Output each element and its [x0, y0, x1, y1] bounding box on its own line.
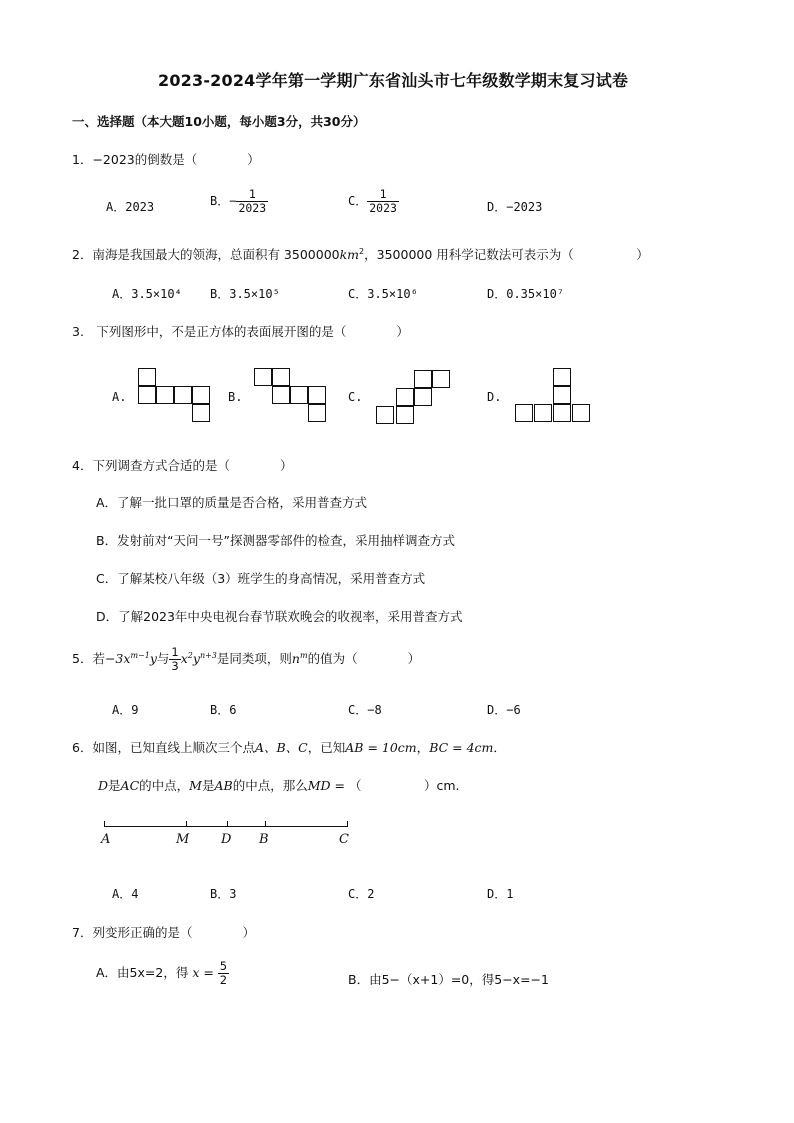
- q6-bc: BC = 4cm: [429, 740, 494, 755]
- tick-a: [104, 821, 105, 827]
- label-b: B: [259, 832, 269, 847]
- question-3-option-c: C.: [348, 390, 363, 404]
- question-3-option-b: B.: [228, 390, 243, 404]
- label-m: M: [176, 832, 190, 847]
- tick-b: [265, 821, 266, 827]
- question-5-option-a: A．9: [112, 703, 139, 717]
- question-2-option-d: D．0.35×10⁷: [487, 287, 565, 301]
- page-title: 2023-2024学年第一学期广东省汕头市七年级数学期末复习试卷: [158, 71, 629, 90]
- question-7-option-a: [96, 960, 229, 987]
- question-5-option-b: B．6: [210, 703, 237, 717]
- question-6-stem-line2: [98, 776, 460, 794]
- section-heading: 一、选择题（本大题10小题，每小题3分，共30分）: [72, 114, 366, 129]
- question-4-option-a: A．了解一批口罩的质量是否合格，采用普查方式: [96, 495, 368, 510]
- q6-l2end: = （ ）cm.: [330, 778, 460, 793]
- option-c-denominator: 2023: [369, 201, 397, 215]
- question-2-option-b: B．3.5×10⁵: [210, 287, 280, 301]
- q6-d: D: [98, 778, 109, 793]
- question-3-option-d: D.: [487, 390, 502, 404]
- q5-term2-yexp: n+3: [199, 650, 217, 660]
- question-7-option-b: B．由5−（x+1）=0，得5−x=−1: [348, 972, 549, 987]
- question-6-option-a: A．4: [112, 887, 139, 901]
- q5-stem-pre: 5．若: [72, 651, 105, 666]
- q5-term1-y: y: [149, 651, 157, 666]
- q5-frac-num: 1: [171, 645, 179, 659]
- q6-l2b: 的中点，: [139, 778, 190, 793]
- question-1-option-b: [210, 188, 268, 215]
- option-c-prefix: C．: [348, 194, 368, 208]
- q7-a-den: 2: [219, 973, 228, 987]
- question-2-option-a: A．3.5×10⁴: [112, 287, 182, 301]
- q6-line1-mid: ，已知: [307, 740, 346, 755]
- q5-stem-end: 的值为（ ）: [307, 651, 421, 666]
- tick-c: [347, 821, 348, 827]
- question-1-stem: 1．−2023的倒数是（ ）: [72, 152, 260, 167]
- question-1-option-a: A．2023: [106, 200, 155, 214]
- q6-md: MD: [307, 778, 331, 793]
- question-4-option-c: C．了解某校八年级（3）班学生的身高情况，采用普查方式: [96, 571, 426, 586]
- q6-points: A、B、C: [254, 740, 308, 755]
- question-6-option-b: B．3: [210, 887, 237, 901]
- q6-m: M: [189, 778, 202, 793]
- q2-unit: km: [339, 247, 360, 262]
- question-6-option-d: D．1: [487, 887, 514, 901]
- label-a: A: [101, 832, 111, 847]
- q5-mid: 与: [156, 651, 170, 666]
- option-b-prefix: B．−: [210, 194, 237, 208]
- q6-line1-end: ．: [493, 740, 506, 755]
- question-4-option-b: B．发射前对“天问一号”探测器零部件的检查，采用抽样调查方式: [96, 533, 456, 548]
- q6-l2d: 的中点，那么: [232, 778, 308, 793]
- q7-a-pre: A．由5x=2，得: [96, 965, 189, 980]
- q5-nm: n: [291, 651, 300, 666]
- q6-l2c: 是: [201, 778, 215, 793]
- q7-a-x: x =: [192, 965, 214, 980]
- question-4-stem: 4．下列调查方式合适的是（ ）: [72, 458, 293, 473]
- question-6-option-c: C．2: [348, 887, 375, 901]
- q2-stem-post: ，3500000 用科学记数法可表示为（ ）: [364, 247, 649, 262]
- q5-term2-exp: 2: [187, 650, 193, 660]
- q5-term1-exp: m−1: [130, 650, 150, 660]
- q6-ab: AB = 10cm: [345, 740, 417, 755]
- tick-m: [186, 821, 187, 827]
- q5-term2: x: [180, 651, 188, 666]
- tick-d: [227, 821, 228, 827]
- q5-term2-y: y: [192, 651, 200, 666]
- q6-l2a: 是: [108, 778, 121, 793]
- option-b-numerator: 1: [248, 187, 256, 201]
- q5-term1: −3x: [104, 651, 131, 666]
- question-2-stem: [72, 245, 649, 263]
- option-b-denominator: 2023: [238, 201, 267, 215]
- question-5-option-d: D．−6: [487, 703, 521, 717]
- q5-nm-exp: m: [299, 650, 308, 660]
- question-3-stem: 3. 下列图形中，不是正方体的表面展开图的是（ ）: [72, 324, 409, 339]
- question-5-option-c: C．−8: [348, 703, 382, 717]
- q5-stem-post: 是同类项，则: [216, 651, 292, 666]
- question-6-stem-line1: [72, 738, 506, 756]
- question-1-option-c: [348, 188, 399, 215]
- q6-sep: ，: [416, 740, 430, 755]
- q6-line1-pre: 6．如图，已知直线上顺次三个点: [72, 740, 255, 755]
- q6-ab2: AB: [214, 778, 233, 793]
- q2-unit-exp: 2: [359, 246, 365, 256]
- label-d: D: [221, 832, 232, 847]
- q6-ac: AC: [120, 778, 140, 793]
- question-1-option-d: D．−2023: [487, 200, 543, 214]
- q2-stem-pre: 2．南海是我国最大的领海，总面积有 3500000: [72, 247, 340, 262]
- question-5-stem: [72, 646, 420, 673]
- option-c-numerator: 1: [379, 187, 387, 201]
- label-c: C: [339, 832, 349, 847]
- segment-line: [104, 826, 348, 827]
- question-7-stem: 7．列变形正确的是（ ）: [72, 925, 255, 940]
- question-2-option-c: C．3.5×10⁶: [348, 287, 418, 301]
- q7-a-num: 5: [219, 959, 228, 973]
- question-3-option-a: A.: [112, 390, 127, 404]
- q5-frac-den: 3: [171, 659, 179, 673]
- question-4-option-d: D．了解2023年中央电视台春节联欢晚会的收视率，采用普查方式: [96, 609, 463, 624]
